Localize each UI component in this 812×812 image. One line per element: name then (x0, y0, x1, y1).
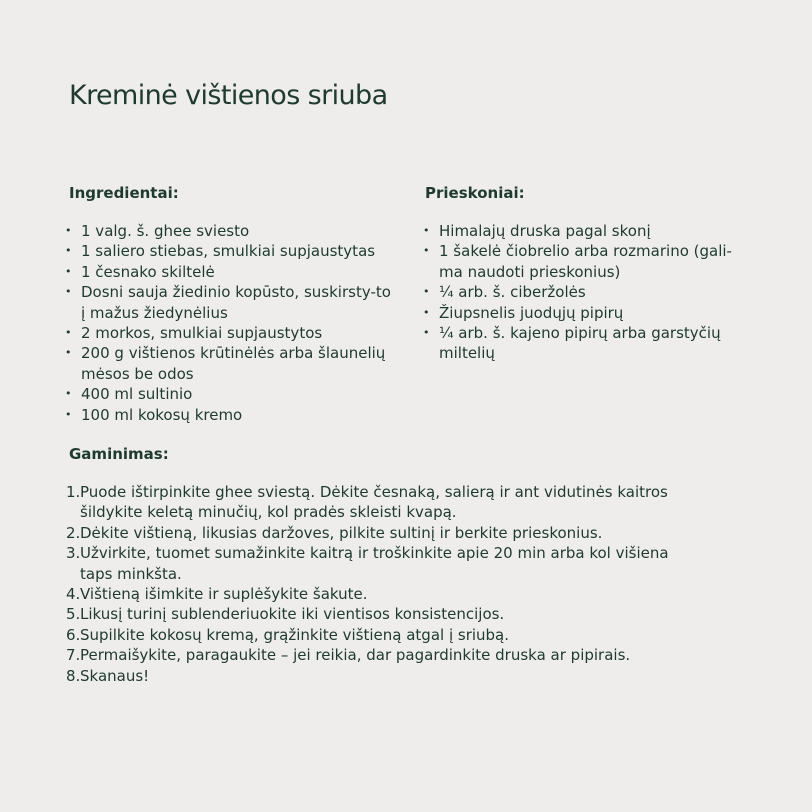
list-item: • ¼ arb. š. ciberžolės (423, 282, 753, 302)
step-text: Puode ištirpinkite ghee sviestą. Dėkite česnaką, salierą ir ant vidutinės kaitros šildykite keletą minučių, kol pradės skleisti kvapą. (80, 483, 668, 522)
method-step (66, 584, 696, 604)
list-item: • 1 valg. š. ghee sviesto (65, 221, 395, 241)
list-item: • 1 šakelė čiobrelio arba rozmarino (gali-ma naudoti prieskonius) (423, 241, 753, 282)
list-item: • Žiupsnelis juodųjų pipirų (423, 303, 753, 323)
step-text: Užvirkite, tuomet sumažinkite kaitrą ir troškinkite apie 20 min arba kol višiena taps minkšta. (80, 544, 669, 583)
method-step (66, 604, 696, 624)
list-item: • 1 česnako skiltelė (65, 262, 395, 282)
ingredients-list (65, 221, 395, 425)
page-title: Kreminė vištienos sriuba (69, 80, 388, 111)
list-item: • 1 saliero stiebas, smulkiai supjaustytas (65, 241, 395, 261)
step-number: 3. (66, 544, 81, 563)
list-item: • Himalajų druska pagal skonį (423, 221, 753, 241)
step-number: 7. (66, 646, 81, 665)
method-step (66, 666, 696, 686)
spices-list (423, 221, 753, 364)
method-step (66, 523, 696, 543)
method-step (66, 625, 696, 645)
list-item: • 2 morkos, smulkiai supjaustytos (65, 323, 395, 343)
step-text: Likusį turinį sublenderiuokite iki vientisos konsistencijos. (80, 605, 505, 624)
list-item: • Dosni sauja žiedinio kopūsto, suskirsty-to į mažus žiedynėlius (65, 282, 395, 323)
list-item: • ¼ arb. š. kajeno pipirų arba garstyčių miltelių (423, 323, 753, 364)
method-step (66, 645, 696, 665)
step-number: 6. (66, 625, 81, 644)
ingredients-heading: Ingredientai: (69, 184, 179, 202)
step-number: 4. (66, 585, 81, 604)
method-steps (66, 482, 696, 686)
list-item: • 100 ml kokosų kremo (65, 405, 395, 425)
list-item: • 200 g vištienos krūtinėlės arba šlaunelių mėsos be odos (65, 343, 395, 384)
method-step (66, 543, 696, 584)
step-number: 5. (66, 605, 81, 624)
spices-heading: Prieskoniai: (425, 184, 525, 202)
step-text: Dėkite vištieną, likusias daržoves, pilkite sultinį ir berkite prieskonius. (80, 523, 603, 542)
step-number: 8. (66, 666, 81, 685)
method-step (66, 482, 696, 523)
step-text: Permaišykite, paragaukite – jei reikia, dar pagardinkite druska ar pipirais. (80, 646, 631, 665)
step-text: Supilkite kokosų kremą, grąžinkite vištieną atgal į sriubą. (80, 625, 510, 644)
step-number: 1. (66, 483, 81, 501)
method-heading: Gaminimas: (69, 445, 169, 463)
step-text: Skanaus! (80, 666, 150, 685)
list-item: • 400 ml sultinio (65, 384, 395, 404)
step-number: 2. (66, 523, 81, 542)
step-text: Vištieną išimkite ir suplėšykite šakute. (80, 585, 368, 604)
